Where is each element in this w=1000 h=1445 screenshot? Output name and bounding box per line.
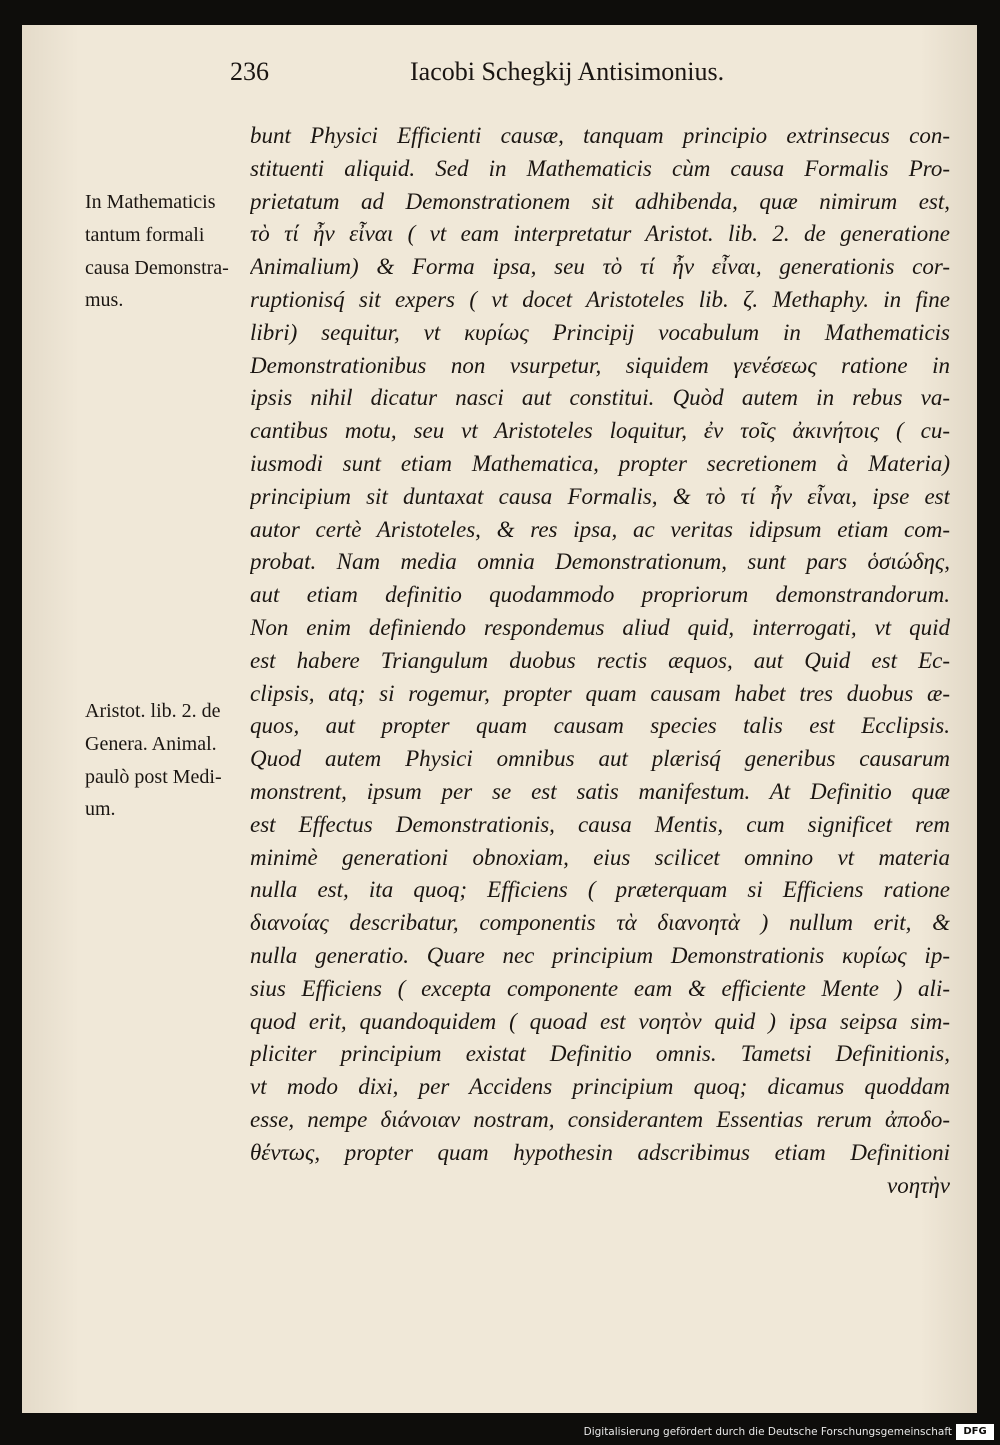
text-line: est Effectus Demonstrationis, causa Mentis, cum significet rem <box>250 811 950 837</box>
margin-note-line: paulò post Medi- <box>85 765 222 788</box>
text-line: est habere Triangulum duobus rectis æquos, aut Quid est Ec- <box>250 647 950 673</box>
text-line: prietatum ad Demonstrationem sit adhibenda, quæ nimirum est, <box>250 188 950 214</box>
text-line: aut etiam definitio quodammodo propriorum demonstrandorum. <box>250 582 950 608</box>
text-line: Quod autem Physici omnibus aut plærisq́ generibus causarum <box>250 746 950 772</box>
text-line: quod erit, quandoquidem ( quoad est νοητὸν quid ) ipsa seipsa sim- <box>250 1008 950 1034</box>
text-line: quos, aut propter quam causam species talis est Ecclipsis. <box>250 713 950 739</box>
text-line: pliciter principium existat Definitio omnis. Tametsi Definitionis, <box>250 1041 950 1067</box>
text-line: monstrent, ipsum per se est satis manifestum. At Definitio quæ <box>250 778 950 804</box>
margin-note <box>85 695 247 826</box>
margin-note-line: mus. <box>85 289 124 312</box>
footer-text: Digitalisierung gefördert durch die Deutsche Forschungsgemeinschaft <box>583 1426 952 1438</box>
text-line: iusmodi sunt etiam Mathematica, propter secretionem à Materia) <box>250 450 950 476</box>
running-title: Iacobi Schegkij Antisimonius. <box>410 57 725 86</box>
margin-note <box>85 186 247 317</box>
text-line: Non enim definiendo respondemus aliud quid, interrogati, vt quid <box>250 614 950 640</box>
text-line: vt modo dixi, per Accidens principium quoq; dicamus quoddam <box>250 1074 950 1100</box>
text-line: sius Efficiens ( excepta componente eam & efficiente Mente ) ali- <box>250 975 950 1001</box>
catchword: νοητὴν <box>887 1172 950 1198</box>
text-line: esse, nempe διάνοιαν nostram, considerantem Essentias rerum ἀποδο- <box>250 1106 950 1132</box>
page-header <box>230 57 870 101</box>
text-line: θέντως, propter quam hypothesin adscribimus etiam Definitioni <box>250 1139 950 1165</box>
footer-bar <box>0 1420 1000 1445</box>
text-line: minimè generationi obnoxiam, eius scilicet omnino vt materia <box>250 844 950 870</box>
page-number: 236 <box>230 57 269 86</box>
text-line: stituenti aliquid. Sed in Mathematicis cùm causa Formalis Pro- <box>250 155 950 181</box>
text-line: clipsis, atq; si rogemur, propter quam causam habet tres duobus æ- <box>250 680 950 706</box>
margin-note-line: In Mathematicis <box>85 191 216 213</box>
text-line: nulla generatio. Quare nec principium Demonstrationis κυρίως ip- <box>250 942 950 968</box>
text-line: principium sit duntaxat causa Formalis, & τὸ τί ἦν εἶναι, ipse est <box>250 483 950 509</box>
text-line: autor certè Aristoteles, & res ipsa, ac veritas idipsum etiam com- <box>250 516 950 542</box>
margin-note-line: Aristot. lib. 2. de <box>85 700 221 722</box>
margin-note-line: um. <box>85 798 116 821</box>
text-line: probat. Nam media omnia Demonstrationum, sunt pars ὁσιώδης, <box>250 549 950 575</box>
text-line: libri) sequitur, vt κυρίως Principij vocabulum in Mathematicis <box>250 319 950 345</box>
text-line: διανοίας describatur, componentis τὰ διανοητὰ ) nullum erit, & <box>250 910 950 936</box>
text-line: τὸ τί ἦν εἶναι ( vt eam interpretatur Aristot. lib. 2. de generatione <box>250 221 950 247</box>
dfg-logo: DFG <box>956 1424 994 1440</box>
text-line: bunt Physici Efficienti causæ, tanquam principio extrinsecus con- <box>250 123 950 148</box>
text-line: Demonstrationibus non vsurpetur, siquidem γενέσεως ratione in <box>250 352 950 378</box>
text-line: ruptionisq́ sit expers ( vt docet Aristoteles lib. ζ. Methaphy. in fine <box>250 286 950 312</box>
margin-note-line: Genera. Animal. <box>85 732 217 755</box>
margin-note-line: tantum formali <box>85 223 205 246</box>
text-line: nulla est, ita quoq; Efficiens ( præterquam si Efficiens ratione <box>250 877 950 903</box>
margin-note-line: causa Demonstra- <box>85 256 229 279</box>
text-line: ipsis nihil dicatur nasci aut constitui. Quòd autem in rebus va- <box>250 385 950 411</box>
text-line: Animalium) & Forma ipsa, seu τὸ τί ἦν εἶναι, generationis cor- <box>250 254 950 280</box>
body-text <box>250 120 950 1202</box>
text-line: cantibus motu, seu vt Aristoteles loquitur, ἐν τοῖς ἀκινήτοις ( cu- <box>250 418 950 444</box>
